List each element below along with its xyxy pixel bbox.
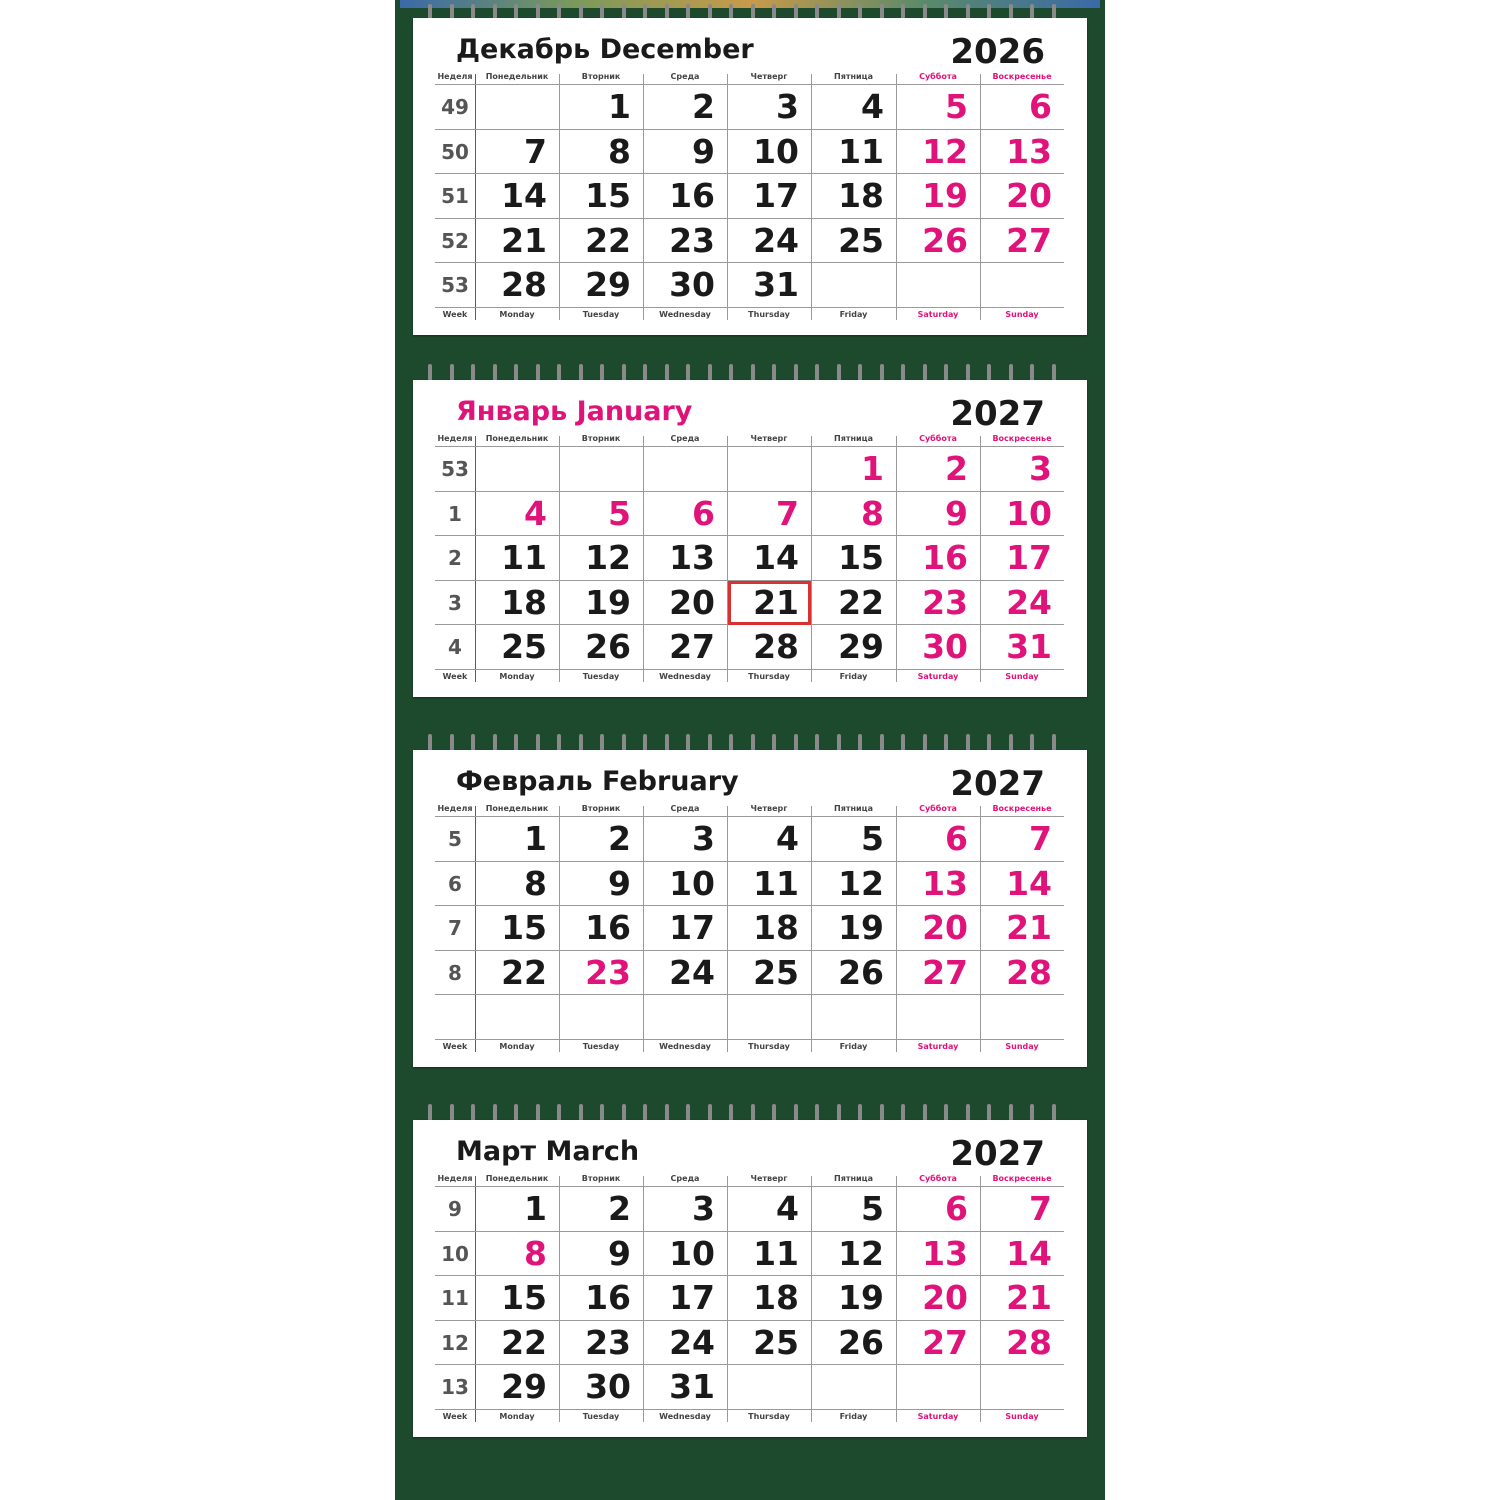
- day-cell[interactable]: 12: [838, 1233, 884, 1273]
- day-cell[interactable]: 28: [1006, 952, 1052, 992]
- row-divider: [435, 994, 1064, 995]
- day-cell[interactable]: 8: [524, 1233, 547, 1273]
- day-cell[interactable]: 14: [1006, 863, 1052, 903]
- month-name-ru: Февраль: [456, 766, 593, 797]
- day-cell[interactable]: 3: [1029, 449, 1052, 488]
- month-name-en: March: [545, 1136, 640, 1167]
- header-en-sunday: Sunday: [1005, 310, 1039, 319]
- week-number: 13: [441, 1375, 469, 1399]
- row-divider: [435, 1275, 1064, 1276]
- day-cell[interactable]: 21: [501, 220, 547, 260]
- month-title: [456, 766, 739, 797]
- day-cell[interactable]: 7: [1029, 819, 1052, 858]
- day-cell[interactable]: 9: [608, 1233, 631, 1273]
- week-number: 5: [448, 827, 462, 851]
- header-ru-wednesday: Среда: [670, 1174, 700, 1183]
- day-cell[interactable]: 11: [753, 863, 799, 903]
- header-ru-sunday: Воскресенье: [992, 804, 1052, 813]
- day-cell[interactable]: 26: [922, 220, 968, 260]
- week-number: 2: [448, 546, 462, 570]
- header-ru-saturday: Суббота: [919, 804, 957, 813]
- day-cell[interactable]: 8: [524, 863, 547, 903]
- week-number: 7: [448, 916, 462, 940]
- header-ru-wednesday: Среда: [670, 804, 700, 813]
- header-en-tuesday: Tuesday: [582, 310, 620, 319]
- row-divider: [435, 218, 1064, 219]
- month-sheet-january: [413, 380, 1087, 697]
- day-cell[interactable]: 13: [922, 863, 968, 903]
- day-cell[interactable]: 14: [501, 176, 547, 215]
- day-cell[interactable]: 19: [838, 908, 884, 947]
- year-label: 2027: [950, 394, 1045, 434]
- month-sheet-march: [413, 1120, 1087, 1437]
- month-title: [456, 396, 692, 427]
- row-divider: [435, 129, 1064, 130]
- header-en-monday: Monday: [499, 310, 535, 319]
- day-cell[interactable]: 5: [861, 1189, 884, 1228]
- day-cell[interactable]: 4: [776, 1189, 799, 1228]
- month-name-ru: Январь: [456, 396, 568, 427]
- header-ru-friday: Пятница: [834, 434, 873, 443]
- day-cell[interactable]: 10: [669, 1233, 715, 1273]
- week-number: 9: [448, 1197, 462, 1221]
- day-cell[interactable]: 9: [945, 493, 968, 533]
- day-cell[interactable]: 4: [524, 493, 547, 533]
- day-cell[interactable]: 10: [669, 863, 715, 903]
- header-en-thursday: Thursday: [748, 1042, 790, 1051]
- day-cell[interactable]: 11: [501, 538, 547, 577]
- week-number: 6: [448, 871, 462, 896]
- day-cell[interactable]: 18: [753, 908, 799, 947]
- day-cell[interactable]: 24: [669, 952, 715, 992]
- week-number: 11: [441, 1286, 469, 1310]
- year-label: 2027: [950, 764, 1045, 804]
- month-name-en: February: [601, 766, 739, 797]
- day-cell[interactable]: 26: [838, 1322, 884, 1362]
- month-name-ru: Март: [456, 1136, 537, 1167]
- day-cell[interactable]: 14: [1006, 1233, 1052, 1273]
- day-cell[interactable]: 25: [753, 1322, 799, 1362]
- day-cell[interactable]: 3: [692, 1189, 715, 1228]
- header-en-friday: Friday: [839, 1042, 868, 1051]
- row-divider: [435, 173, 1064, 174]
- year-label: 2027: [950, 1134, 1045, 1174]
- day-cell[interactable]: 5: [861, 819, 884, 858]
- day-cell[interactable]: 20: [922, 1278, 968, 1317]
- header-en-thursday: Thursday: [748, 1412, 790, 1421]
- day-cell[interactable]: 9: [692, 131, 715, 171]
- row-divider: [435, 1409, 1064, 1410]
- day-cell[interactable]: 26: [838, 952, 884, 992]
- header-en-monday: Monday: [499, 672, 535, 681]
- day-cell[interactable]: 15: [585, 176, 631, 215]
- row-divider: [435, 446, 1064, 447]
- day-cell[interactable]: 25: [838, 220, 884, 260]
- day-cell[interactable]: 15: [501, 908, 547, 947]
- header-en-thursday: Thursday: [748, 310, 790, 319]
- row-divider: [435, 1364, 1064, 1365]
- day-cell[interactable]: 29: [838, 627, 884, 666]
- month-name-en: January: [576, 396, 693, 427]
- day-cell[interactable]: 19: [585, 582, 631, 622]
- header-ru-monday: Понедельник: [485, 804, 549, 813]
- header-ru-thursday: Четверг: [750, 1174, 788, 1183]
- header-ru-week: Неделя: [437, 1174, 473, 1183]
- header-ru-week: Неделя: [437, 72, 473, 81]
- month-title: [456, 1136, 639, 1167]
- day-cell[interactable]: 7: [776, 493, 799, 533]
- day-cell[interactable]: 19: [838, 1278, 884, 1317]
- month-grid: [435, 434, 1064, 684]
- header-en-wednesday: Wednesday: [659, 1042, 711, 1051]
- header-ru-wednesday: Среда: [670, 72, 700, 81]
- row-divider: [435, 535, 1064, 536]
- day-cell[interactable]: 4: [861, 87, 884, 126]
- header-en-friday: Friday: [839, 672, 868, 681]
- day-cell[interactable]: 5: [608, 493, 631, 533]
- header-ru-saturday: Суббота: [919, 1174, 957, 1183]
- day-cell[interactable]: 11: [838, 131, 884, 171]
- header-en-week: Week: [442, 310, 468, 319]
- day-cell[interactable]: 10: [1006, 493, 1052, 533]
- month-grid: [435, 1174, 1064, 1424]
- day-cell[interactable]: 25: [753, 952, 799, 992]
- day-cell[interactable]: 7: [524, 131, 547, 171]
- month-grid: [435, 804, 1064, 1054]
- header-ru-thursday: Четверг: [750, 804, 788, 813]
- header-ru-thursday: Четверг: [750, 72, 788, 81]
- day-cell[interactable]: 16: [585, 1278, 631, 1317]
- header-en-saturday: Saturday: [917, 1042, 959, 1051]
- day-cell[interactable]: 5: [945, 87, 968, 126]
- header-en-friday: Friday: [839, 310, 868, 319]
- day-cell[interactable]: 17: [753, 176, 799, 215]
- day-cell[interactable]: 20: [669, 582, 715, 622]
- header-ru-week: Неделя: [437, 804, 473, 813]
- row-divider: [435, 491, 1064, 492]
- day-cell[interactable]: 24: [1006, 582, 1052, 622]
- header-ru-monday: Понедельник: [485, 1174, 549, 1183]
- row-divider: [435, 816, 1064, 817]
- day-cell[interactable]: 18: [753, 1278, 799, 1317]
- day-cell[interactable]: 1: [524, 1189, 547, 1228]
- day-cell[interactable]: 6: [692, 493, 715, 533]
- month-sheet-december: [413, 18, 1087, 335]
- day-cell[interactable]: 29: [501, 1367, 547, 1406]
- row-divider: [435, 1231, 1064, 1232]
- day-cell[interactable]: 27: [922, 1322, 968, 1362]
- day-cell[interactable]: 2: [945, 449, 968, 488]
- header-ru-friday: Пятница: [834, 72, 873, 81]
- day-cell[interactable]: 31: [753, 265, 799, 304]
- row-divider: [435, 1039, 1064, 1040]
- day-cell[interactable]: 27: [1006, 220, 1052, 260]
- day-cell[interactable]: 15: [501, 1278, 547, 1317]
- header-en-monday: Monday: [499, 1042, 535, 1051]
- day-cell[interactable]: 12: [585, 538, 631, 577]
- header-ru-sunday: Воскресенье: [992, 1174, 1052, 1183]
- row-divider: [435, 1320, 1064, 1321]
- header-ru-tuesday: Вторник: [581, 72, 621, 81]
- week-number: 12: [441, 1330, 469, 1355]
- header-ru-thursday: Четверг: [750, 434, 788, 443]
- month-sheet-february: [413, 750, 1087, 1067]
- header-ru-sunday: Воскресенье: [992, 434, 1052, 443]
- today-highlight-frame: [728, 581, 811, 626]
- week-number: 10: [441, 1241, 469, 1266]
- day-cell[interactable]: 20: [1006, 176, 1052, 215]
- header-ru-tuesday: Вторник: [581, 804, 621, 813]
- day-cell[interactable]: 28: [753, 627, 799, 666]
- day-cell[interactable]: 22: [585, 220, 631, 260]
- month-title: [456, 34, 754, 65]
- year-label: 2026: [950, 32, 1045, 72]
- day-cell[interactable]: 1: [861, 449, 884, 488]
- day-cell[interactable]: 10: [753, 131, 799, 171]
- day-cell[interactable]: 30: [922, 627, 968, 666]
- day-cell[interactable]: 30: [669, 265, 715, 304]
- header-en-week: Week: [442, 672, 468, 681]
- day-cell[interactable]: 17: [669, 1278, 715, 1317]
- header-en-tuesday: Tuesday: [582, 1042, 620, 1051]
- header-en-sunday: Sunday: [1005, 672, 1039, 681]
- header-en-saturday: Saturday: [917, 672, 959, 681]
- day-cell[interactable]: 22: [838, 582, 884, 622]
- month-name-ru: Декабрь: [456, 34, 591, 65]
- day-cell[interactable]: 26: [585, 627, 631, 666]
- day-cell[interactable]: 24: [669, 1322, 715, 1362]
- row-divider: [435, 905, 1064, 906]
- week-number: 1: [448, 501, 462, 526]
- month-grid: [435, 72, 1064, 322]
- day-cell[interactable]: 28: [501, 265, 547, 304]
- header-ru-tuesday: Вторник: [581, 434, 621, 443]
- day-cell[interactable]: 16: [669, 176, 715, 215]
- row-divider: [435, 669, 1064, 670]
- header-ru-tuesday: Вторник: [581, 1174, 621, 1183]
- row-divider: [435, 950, 1064, 951]
- header-en-saturday: Saturday: [917, 1412, 959, 1421]
- day-cell[interactable]: 23: [585, 952, 631, 992]
- day-cell[interactable]: 23: [669, 220, 715, 260]
- day-cell[interactable]: 24: [753, 220, 799, 260]
- month-name-en: December: [599, 34, 754, 65]
- header-en-thursday: Thursday: [748, 672, 790, 681]
- day-cell[interactable]: 6: [1029, 87, 1052, 126]
- day-cell[interactable]: 13: [1006, 131, 1052, 171]
- row-divider: [435, 262, 1064, 263]
- week-number: 8: [448, 960, 462, 985]
- day-cell[interactable]: 1: [608, 87, 631, 126]
- header-en-sunday: Sunday: [1005, 1412, 1039, 1421]
- day-cell[interactable]: 6: [945, 819, 968, 858]
- day-cell[interactable]: 23: [585, 1322, 631, 1362]
- day-cell[interactable]: 8: [861, 493, 884, 533]
- header-ru-monday: Понедельник: [485, 434, 549, 443]
- day-cell[interactable]: 18: [501, 582, 547, 622]
- header-en-wednesday: Wednesday: [659, 672, 711, 681]
- header-en-monday: Monday: [499, 1412, 535, 1421]
- day-cell[interactable]: 30: [585, 1367, 631, 1406]
- header-ru-monday: Понедельник: [485, 72, 549, 81]
- day-cell[interactable]: 9: [608, 863, 631, 903]
- day-cell[interactable]: 13: [669, 538, 715, 577]
- header-en-tuesday: Tuesday: [582, 672, 620, 681]
- day-cell[interactable]: 25: [501, 627, 547, 666]
- row-divider: [435, 1186, 1064, 1187]
- day-cell[interactable]: 21: [753, 582, 799, 622]
- day-cell[interactable]: 17: [1006, 538, 1052, 577]
- week-number: 50: [441, 139, 469, 164]
- day-cell[interactable]: 2: [608, 1189, 631, 1228]
- day-cell[interactable]: 16: [922, 538, 968, 577]
- day-cell[interactable]: 2: [608, 819, 631, 858]
- week-number: 52: [441, 228, 469, 253]
- row-divider: [435, 307, 1064, 308]
- header-ru-saturday: Суббота: [919, 72, 957, 81]
- header-en-wednesday: Wednesday: [659, 310, 711, 319]
- day-cell[interactable]: 27: [922, 952, 968, 992]
- week-number: 4: [448, 635, 462, 659]
- header-ru-friday: Пятница: [834, 804, 873, 813]
- week-number: 53: [441, 457, 469, 481]
- header-ru-sunday: Воскресенье: [992, 72, 1052, 81]
- day-cell[interactable]: 8: [608, 131, 631, 171]
- day-cell[interactable]: 3: [692, 819, 715, 858]
- row-divider: [435, 861, 1064, 862]
- week-number: 3: [448, 590, 462, 615]
- day-cell[interactable]: 12: [922, 131, 968, 171]
- day-cell[interactable]: 14: [753, 538, 799, 577]
- day-cell[interactable]: 29: [585, 265, 631, 304]
- header-en-wednesday: Wednesday: [659, 1412, 711, 1421]
- header-en-week: Week: [442, 1042, 468, 1051]
- day-cell[interactable]: 6: [945, 1189, 968, 1228]
- header-en-week: Week: [442, 1412, 468, 1421]
- day-cell[interactable]: 20: [922, 908, 968, 947]
- header-en-friday: Friday: [839, 1412, 868, 1421]
- header-ru-saturday: Суббота: [919, 434, 957, 443]
- day-cell[interactable]: 21: [1006, 908, 1052, 947]
- week-number: 53: [441, 273, 469, 297]
- day-cell[interactable]: 15: [838, 538, 884, 577]
- day-cell[interactable]: 31: [1006, 627, 1052, 666]
- week-number: 49: [441, 95, 469, 119]
- day-cell[interactable]: 27: [669, 627, 715, 666]
- day-cell[interactable]: 18: [838, 176, 884, 215]
- day-cell[interactable]: 12: [838, 863, 884, 903]
- week-number: 51: [441, 184, 469, 208]
- day-cell[interactable]: 22: [501, 1322, 547, 1362]
- header-en-tuesday: Tuesday: [582, 1412, 620, 1421]
- day-cell[interactable]: 11: [753, 1233, 799, 1273]
- day-cell[interactable]: 2: [692, 87, 715, 126]
- header-ru-friday: Пятница: [834, 1174, 873, 1183]
- header-ru-week: Неделя: [437, 434, 473, 443]
- row-divider: [435, 84, 1064, 85]
- day-cell[interactable]: 21: [1006, 1278, 1052, 1317]
- day-cell[interactable]: 22: [501, 952, 547, 992]
- day-cell[interactable]: 13: [922, 1233, 968, 1273]
- day-cell[interactable]: 7: [1029, 1189, 1052, 1228]
- header-en-sunday: Sunday: [1005, 1042, 1039, 1051]
- day-cell[interactable]: 28: [1006, 1322, 1052, 1362]
- day-cell[interactable]: 23: [922, 582, 968, 622]
- header-ru-wednesday: Среда: [670, 434, 700, 443]
- day-cell[interactable]: 3: [776, 87, 799, 126]
- day-cell[interactable]: 4: [776, 819, 799, 858]
- day-cell[interactable]: 31: [669, 1367, 715, 1406]
- header-en-saturday: Saturday: [917, 310, 959, 319]
- day-cell[interactable]: 16: [585, 908, 631, 947]
- day-cell[interactable]: 19: [922, 176, 968, 215]
- day-cell[interactable]: 17: [669, 908, 715, 947]
- day-cell[interactable]: 1: [524, 819, 547, 858]
